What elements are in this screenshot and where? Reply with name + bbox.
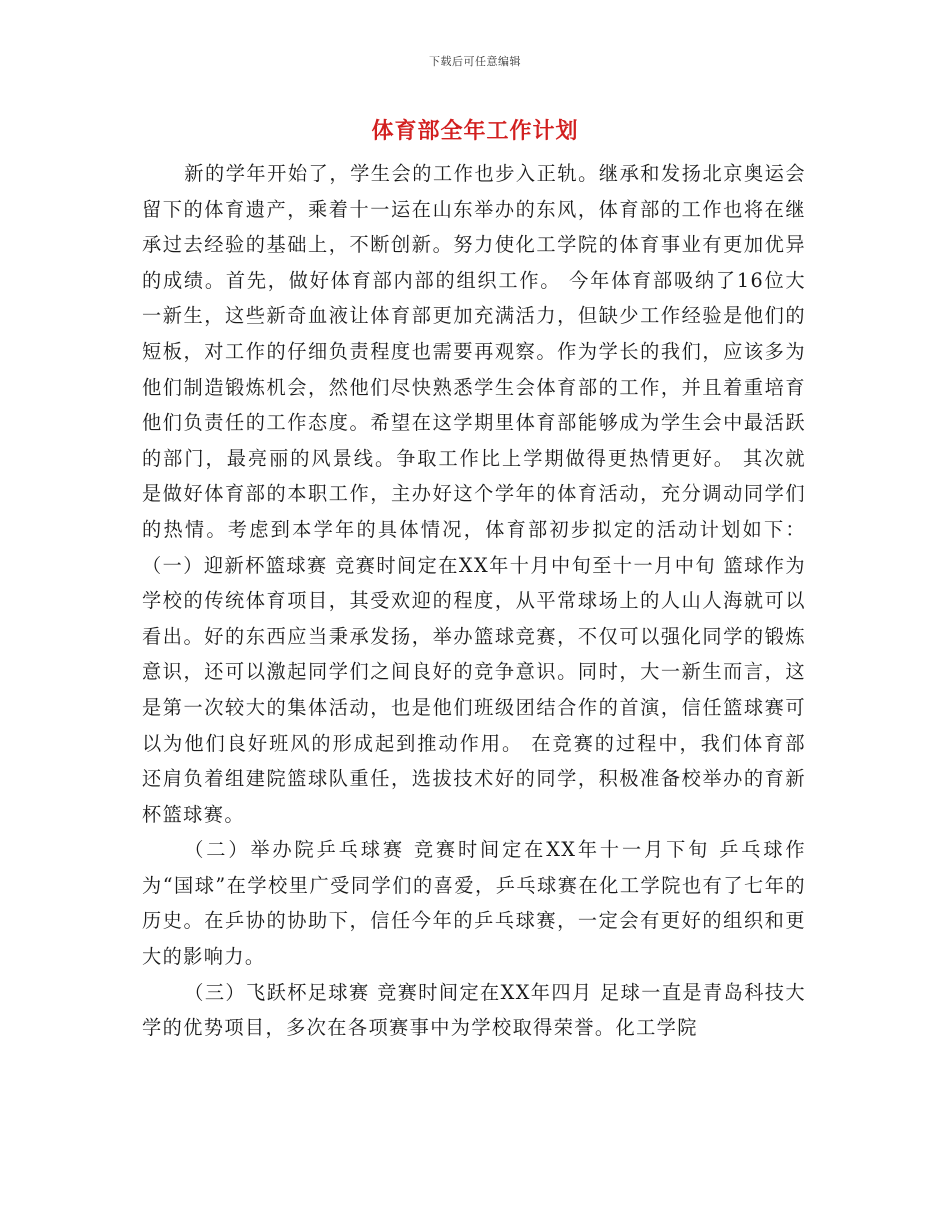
document-body <box>142 156 806 1046</box>
document-title: 体育部全年工作计划 <box>371 119 579 144</box>
paragraph-1: 新的学年开始了，学生会的工作也步入正轨。继承和发扬北京奥运会留下的体育遗产，乘着十一运在山东举办的东风，体育部的工作也将在继承过去经验的基础上，不断创新。努力使化工学院的体育事业有更加优异的成绩。首先，做好体育部内部的组织工作。 今年体育部吸纳了16位大一新生，这些新奇血液让体育部更加充满活力，但缺少工作经验是他们的短板，对工作的仔细负责程度也需要再观察。作为学长的我们，应该多为他们制造锻炼机会，然他们尽快熟悉学生会体育部的工作，并且着重培育他们负责任的工作态度。希望在这学期里体育部能够成为学生会中最活跃的部门，最亮丽的风景线。争取工作比上学期做得更热情更好。 其次就是做好体育部的本职工作，主办好这个学年的体育活动，充分调动同学们的热情。考虑到本学年的具体情况，体育部初步拟定的活动计划如下： （一）迎新杯篮球赛 竞赛时间定在XX年十月中旬至十一月中旬 篮球作为学校的传统体育项目，其受欢迎的程度，从平常球场上的人山人海就可以看出。好的东西应当秉承发扬，举办篮球竞赛，不仅可以强化同学的锻炼意识，还可以激起同学们之间良好的竞争意识。同时，大一新生而言，这是第一次较大的集体活动，也是他们班级团结合作的首演，信任篮球赛可以为他们良好班风的形成起到推动作用。 在竞赛的过程中，我们体育部还肩负着组建院篮球队重任，选拔技术好的同学，积极准备校举办的育新杯篮球赛。 <box>142 162 806 826</box>
header-note: 下载后可任意编辑 <box>429 55 521 68</box>
paragraph-2: （二）举办院乒乓球赛 竞赛时间定在XX年十一月下旬 乒乓球作为“国球”在学校里广受同学们的喜爱，乒乓球赛在化工学院也有了七年的历史。在乒协的协助下，信任今年的乒乓球赛，一定会有更好的组织和更大的影响力。 <box>142 838 806 969</box>
paragraph-3: （三）飞跃杯足球赛 竞赛时间定在XX年四月 足球一直是青岛科技大学的优势项目，多次在各项赛事中为学校取得荣誉。化工学院 <box>142 980 806 1040</box>
